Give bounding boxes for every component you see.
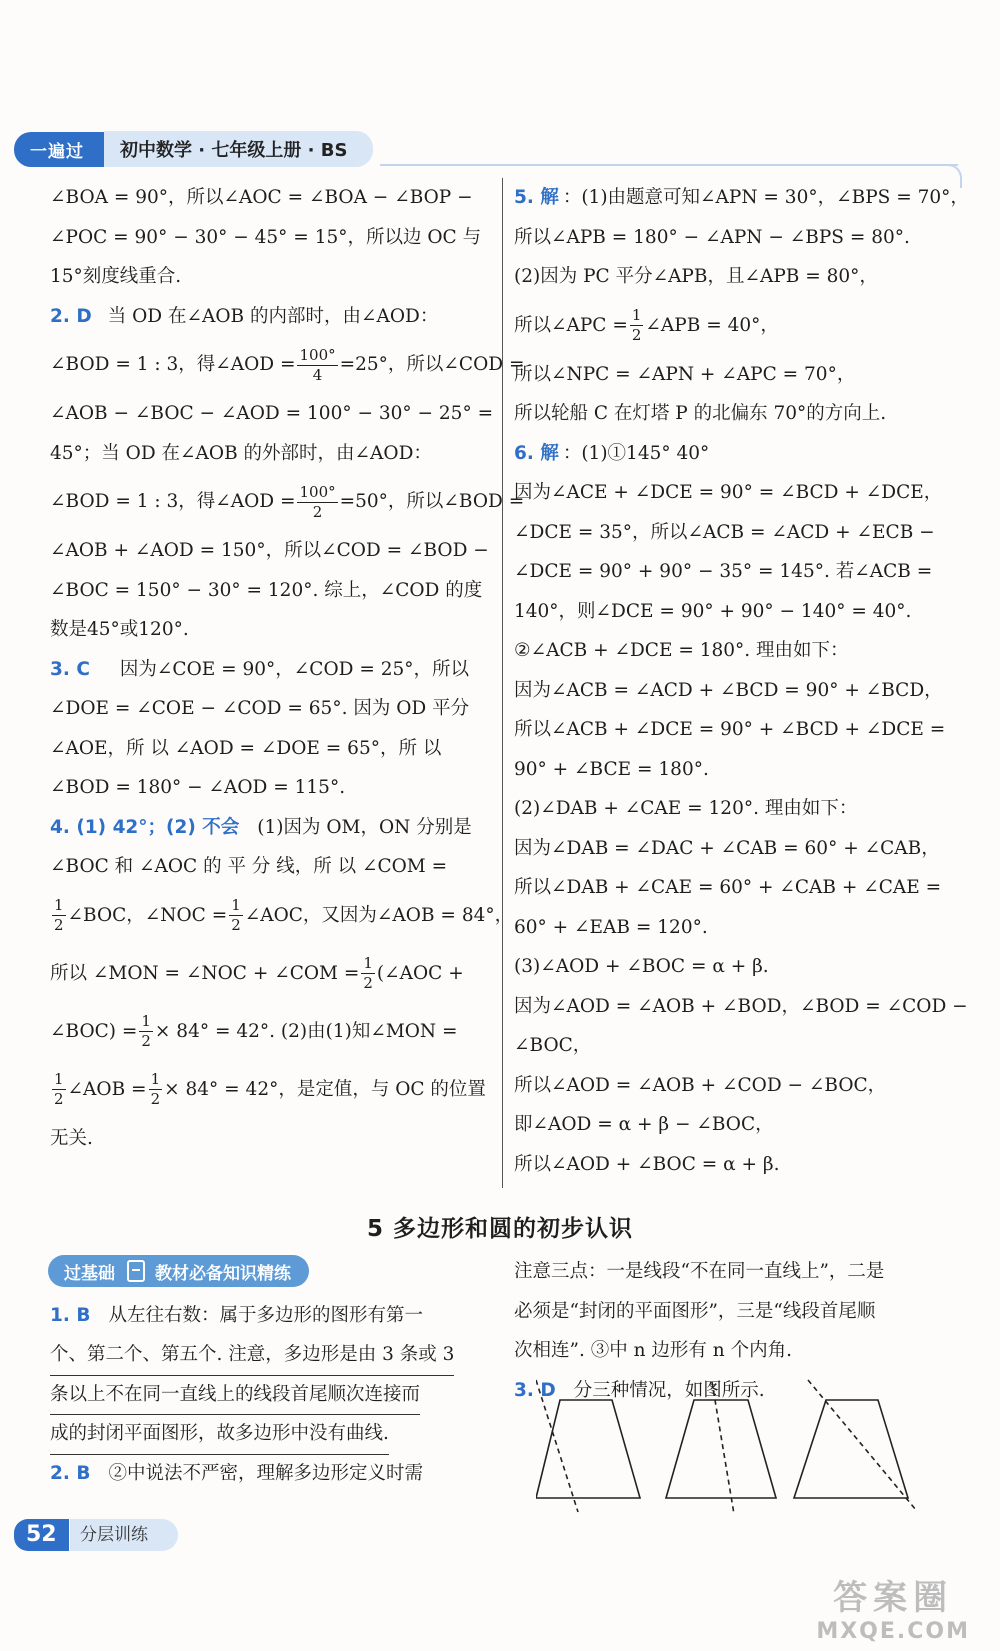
text-line: ②∠ACB + ∠DCE = 180°. 理由如下： bbox=[514, 640, 849, 661]
tag-left-label: 过基础 bbox=[64, 1263, 115, 1284]
text-line: (3)∠AOD + ∠BOC = α + β. bbox=[514, 956, 769, 977]
answer-b3-number: 3. D bbox=[514, 1379, 556, 1401]
text-line: 45°；当 OD 在∠AOB 的外部时，由∠AOD： bbox=[50, 442, 432, 464]
text-line: 所以 ∠MON = ∠NOC + ∠COM = $\frac{1}{2}$ (∠AOC + bbox=[50, 954, 464, 992]
text-line: ∠BOC， bbox=[514, 1035, 592, 1056]
fraction: $\frac{100^\circ}{4}$ bbox=[299, 345, 336, 384]
column-divider bbox=[502, 178, 503, 1188]
answer-b2-line: 2. B ②中说法不严密，理解多边形定义时需 bbox=[50, 1454, 500, 1494]
answer-3-line: 3. C 因为∠COE = 90°，∠COD = 25°，所以 bbox=[50, 650, 500, 690]
text-line: $\frac{1}{2}$ ∠BOC，∠NOC = $\frac{1}{2}$ ∠AOC，又因为∠AOB = 84°， bbox=[54, 896, 514, 934]
watermark-domain: MXQE.COM bbox=[816, 1619, 970, 1644]
book-icon bbox=[127, 1260, 145, 1282]
text-line: ∠BOC 和 ∠AOC 的 平 分 线，所 以 ∠COM = bbox=[50, 856, 448, 877]
text-line: $\frac{1}{2}$ ∠AOB = $\frac{1}{2}$ × 84° = 42°，是定值，与 OC 的位置 bbox=[54, 1070, 486, 1108]
text-line: 数是45°或120°. bbox=[50, 619, 189, 640]
text-line: ∠DOE = ∠COE − ∠COD = 65°. 因为 OD 平分 bbox=[50, 698, 470, 719]
trapezoid-shape bbox=[794, 1400, 908, 1498]
text-line: 所以∠APB = 180° − ∠APN − ∠BPS = 80°. bbox=[514, 226, 910, 248]
answer-b2-number: 2. B bbox=[50, 1463, 91, 1484]
tag-right-label: 教材必备知识精练 bbox=[155, 1263, 291, 1284]
text-line: (2)因为 PC 平分∠APB，且∠APB = 80°， bbox=[514, 266, 878, 287]
fraction: $\frac{1}{2}$ bbox=[141, 1012, 151, 1050]
text-line: 所以轮船 C 在灯塔 P 的北偏东 70°的方向上. bbox=[514, 403, 887, 424]
cut-line bbox=[712, 1382, 734, 1514]
fraction: $\frac{1}{2}$ bbox=[54, 896, 64, 934]
text-line: 成的封闭平面图形，故多边形中没有曲线. bbox=[50, 1415, 500, 1455]
text-line: 因为∠DAB = ∠DAC + ∠CAB = 60° + ∠CAB， bbox=[514, 837, 940, 859]
answer-2-number: 2. D bbox=[50, 305, 92, 327]
header-rule bbox=[380, 164, 958, 166]
text-line: ∠BOC) = $\frac{1}{2}$ × 84° = 42°. (2)由(1)知∠MON = bbox=[50, 1012, 458, 1050]
answer-b1-number: 1. B bbox=[50, 1305, 91, 1326]
text-line: 无关. bbox=[50, 1127, 93, 1149]
text-line: 90° + ∠BCE = 180°. bbox=[514, 758, 709, 780]
text-line: 所以∠AOD + ∠BOC = α + β. bbox=[514, 1153, 780, 1175]
text-line: ∠BOA = 90°，所以∠AOC = ∠BOA − ∠BOP − bbox=[50, 187, 473, 208]
fraction: $\frac{1}{2}$ bbox=[631, 306, 642, 344]
answer-6-line: 6. 解 ：(1)①145° 40° bbox=[514, 434, 964, 474]
trapezoid-shape bbox=[536, 1400, 640, 1498]
trapezoid-figure-2 bbox=[666, 1382, 776, 1514]
text-line: 所以∠AOD = ∠AOB + ∠COD − ∠BOC， bbox=[514, 1074, 887, 1096]
text-line: ∠AOE，所 以 ∠AOD = ∠DOE = 65°，所 以 bbox=[50, 737, 442, 759]
text-line: 因为∠AOD = ∠AOB + ∠BOD，∠BOD = ∠COD − bbox=[514, 995, 968, 1017]
text-line: (2)∠DAB + ∠CAE = 120°. 理由如下： bbox=[514, 798, 858, 819]
trapezoid-figures bbox=[536, 1370, 946, 1515]
answer-3-number: 3. C bbox=[50, 658, 90, 680]
text-line: ∠POC = 90° − 30° − 45° = 15°，所以边 OC 与 bbox=[50, 226, 482, 248]
text-line: 即∠AOD = α + β − ∠BOC， bbox=[514, 1114, 774, 1135]
text-line: 所以∠ACB + ∠DCE = 90° + ∠BCD + ∠DCE = bbox=[514, 719, 946, 740]
section-tag bbox=[48, 1255, 309, 1287]
answer-b1-line: 1. B 从左往右数：属于多边形的图形有第一 bbox=[50, 1296, 500, 1336]
answer-5-number: 5. 解 bbox=[514, 187, 559, 208]
book-title: 初中数学 · 七年级上册 · BS bbox=[104, 131, 373, 167]
bottom-left-column bbox=[50, 1296, 500, 1494]
text-line: 所以∠DAB + ∠CAE = 60° + ∠CAB + ∠CAE = bbox=[514, 877, 942, 898]
answer-6-number: 6. 解 bbox=[514, 442, 559, 464]
trapezoid-figure-1 bbox=[536, 1380, 640, 1512]
answer-2-line: 2. D 当 OD 在∠AOB 的内部时，由∠AOD： bbox=[50, 297, 500, 337]
fraction: $\frac{100^\circ}{2}$ bbox=[299, 482, 336, 521]
text-line: ∠DCE = 35°，所以∠ACB = ∠ACD + ∠ECB − bbox=[514, 521, 935, 543]
watermark bbox=[816, 1570, 970, 1644]
section-title: 5 多边形和圆的初步认识 bbox=[366, 1216, 633, 1242]
trapezoid-figure-3 bbox=[794, 1380, 916, 1510]
fraction: $\frac{1}{2}$ bbox=[363, 954, 373, 992]
page-header bbox=[14, 132, 373, 166]
footer-label: 分层训练 bbox=[70, 1519, 178, 1551]
left-column bbox=[50, 178, 525, 1158]
text-line: 必须是“封闭的平面图形”，三是“线段首尾顺 bbox=[514, 1300, 876, 1322]
series-badge: 一遍过 bbox=[14, 132, 104, 167]
text-line: ∠BOD = 1 : 3，得∠AOD = $\frac{100^\circ}{2}$ =50°，所以∠BOD = bbox=[50, 482, 525, 521]
text-line: 次相连”. ③中 n 边形有 n 个内角. bbox=[514, 1340, 792, 1361]
text-line: ∠BOD = 180° − ∠AOD = 115°. bbox=[50, 777, 346, 798]
trapezoid-shape bbox=[666, 1400, 776, 1498]
answer-4-line: 4. (1) 42°；(2) 不会 (1)因为 OM，ON 分别是 bbox=[50, 808, 500, 848]
answer-5-line: 5. 解 ：(1)由题意可知∠APN = 30°，∠BPS = 70°， bbox=[514, 178, 964, 218]
text-line: 140°，则∠DCE = 90° + 90° − 140° = 40°. bbox=[514, 600, 912, 622]
text-line: 所以∠NPC = ∠APN + ∠APC = 70°， bbox=[514, 363, 856, 385]
text-line: ∠BOC = 150° − 30° = 120°. 综上，∠COD 的度 bbox=[50, 579, 483, 601]
text-line: 个、第二个、第五个. 注意，多边形是由 3 条或 3 bbox=[50, 1336, 500, 1376]
right-column bbox=[514, 178, 969, 1184]
text-line: 因为∠ACB = ∠ACD + ∠BCD = 90° + ∠BCD， bbox=[514, 679, 943, 701]
text-line: 15°刻度线重合. bbox=[50, 266, 182, 287]
text-line: 因为∠ACE + ∠DCE = 90° = ∠BCD + ∠DCE， bbox=[514, 482, 943, 503]
text-line: 注意三点：一是线段“不在同一直线上”，二是 bbox=[514, 1261, 885, 1282]
text-line: 60° + ∠EAB = 120°. bbox=[514, 916, 708, 938]
text-line: ∠AOB + ∠AOD = 150°，所以∠COD = ∠BOD − bbox=[50, 540, 489, 561]
answer-b3-line: 3. D 分三种情况，如图所示. bbox=[514, 1371, 964, 1411]
answer-4-number: 4. (1) 42°；(2) 不会 bbox=[50, 816, 240, 838]
watermark-brand: 答案圈 bbox=[833, 1578, 954, 1618]
text-line: ∠AOB − ∠BOC − ∠AOD = 100° − 30° − 25° = bbox=[50, 403, 494, 424]
text-line: 条以上不在同一直线上的线段首尾顺次连接而 bbox=[50, 1375, 500, 1415]
text-line: 所以∠APC = $\frac{1}{2}$ ∠APB = 40°， bbox=[514, 306, 779, 344]
text-line: ∠DCE = 90° + 90° − 35° = 145°. 若∠ACB = bbox=[514, 561, 933, 582]
page-number: 52 bbox=[14, 1519, 69, 1551]
fraction: $\frac{1}{2}$ bbox=[54, 1070, 64, 1108]
text-line: ∠BOD = 1 : 3，得∠AOD = $\frac{100^\circ}{4}$ =25°，所以∠COD = bbox=[50, 345, 525, 384]
fraction: $\frac{1}{2}$ bbox=[231, 896, 241, 934]
fraction: $\frac{1}{2}$ bbox=[150, 1070, 161, 1108]
